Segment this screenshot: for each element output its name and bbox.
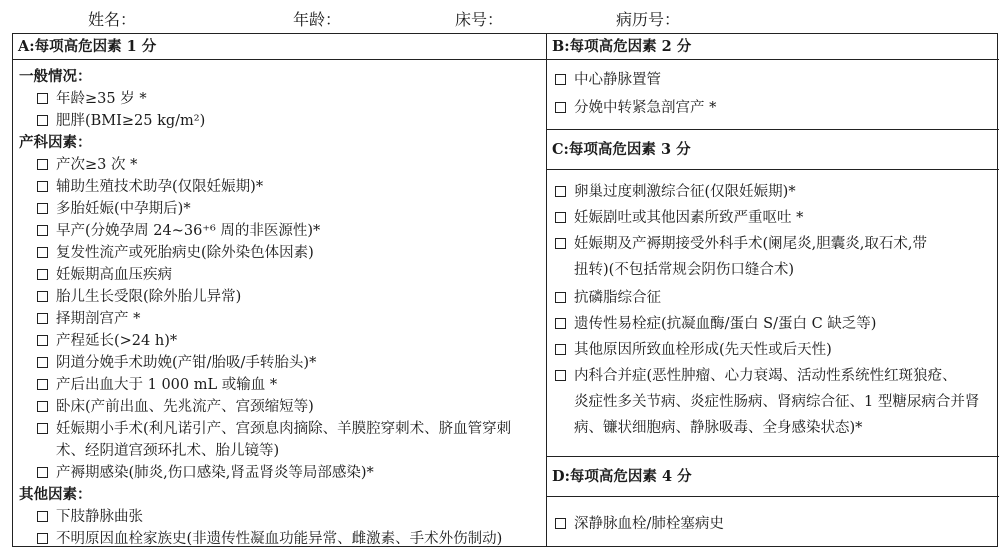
item-continuation: 术、经阴道宫颈环扎术、胎儿镜等): [56, 443, 280, 459]
checkbox-icon[interactable]: [555, 370, 566, 381]
checkbox-icon[interactable]: [37, 335, 48, 346]
age-label: 年龄：: [293, 10, 342, 29]
section-b-title: B:每项高危因素 2 分: [552, 38, 692, 55]
section-b-title-divider: [546, 59, 999, 60]
category-heading-general: 一般情况：: [19, 68, 92, 85]
checkbox-icon[interactable]: [555, 292, 566, 303]
checkbox-icon[interactable]: [37, 423, 48, 434]
checkbox-item[interactable]: 卵巢过度刺激综合征(仅限妊娠期)*: [555, 182, 796, 202]
medical-record-number-label: 病历号：: [616, 10, 681, 29]
checkbox-icon[interactable]: [555, 212, 566, 223]
checkbox-item[interactable]: 肥胖(BMI≥25 kg/m²): [37, 111, 205, 131]
checkbox-item[interactable]: 辅助生殖技术助孕(仅限妊娠期)*: [37, 177, 263, 197]
section-a-title-divider: [13, 59, 546, 60]
checkbox-item[interactable]: 遗传性易栓症(抗凝血酶/蛋白 S/蛋白 C 缺乏等): [555, 314, 876, 334]
section-d-title-divider: [546, 496, 999, 497]
checkbox-item[interactable]: 产程延长(>24 h)*: [37, 331, 177, 351]
checkbox-item[interactable]: 阴道分娩手术助娩(产钳/胎吸/手转胎头)*: [37, 353, 316, 373]
checkbox-item[interactable]: 妊娠期及产褥期接受外科手术(阑尾炎,胆囊炎,取石术,带: [555, 234, 927, 254]
item-continuation: 病、镰状细胞病、静脉吸毒、全身感染状态)*: [574, 420, 863, 436]
name-label: 姓名：: [88, 10, 137, 29]
checkbox-item[interactable]: 卧床(产前出血、先兆流产、宫颈缩短等): [37, 397, 314, 417]
item-continuation: 扭转)(不包括常规会阴伤口缝合术): [574, 262, 794, 278]
section-d-title: D:每项高危因素 4 分: [552, 468, 692, 485]
checkbox-item[interactable]: 复发性流产或死胎病史(除外染色体因素): [37, 243, 314, 263]
checkbox-item[interactable]: 不明原因血栓家族史(非遗传性凝血功能异常、雌激素、手术外伤制动): [37, 529, 502, 549]
section-d-list: [555, 512, 995, 542]
checkbox-icon[interactable]: [37, 225, 48, 236]
section-b-list: [555, 68, 995, 128]
checkbox-item[interactable]: 妊娠期高血压疾病: [37, 265, 172, 285]
checkbox-item[interactable]: 抗磷脂综合征: [555, 288, 661, 308]
section-a-title: A:每项高危因素 1 分: [18, 38, 157, 55]
checkbox-item[interactable]: 中心静脉置管: [555, 70, 661, 90]
checkbox-item[interactable]: 产后出血大于 1 000 mL 或输血 *: [37, 375, 277, 395]
checkbox-icon[interactable]: [37, 93, 48, 104]
checkbox-item[interactable]: 早产(分娩孕周 24~36⁺⁶ 周的非医源性)*: [37, 221, 320, 241]
section-a-list: [19, 65, 544, 545]
section-c-list: [555, 180, 995, 456]
checkbox-icon[interactable]: [555, 102, 566, 113]
checkbox-icon[interactable]: [37, 379, 48, 390]
category-heading-obstetric: 产科因素：: [19, 134, 92, 151]
checkbox-icon[interactable]: [555, 344, 566, 355]
checkbox-item[interactable]: 下肢静脉曲张: [37, 507, 143, 527]
checkbox-icon[interactable]: [555, 318, 566, 329]
checkbox-icon[interactable]: [555, 74, 566, 85]
checkbox-item[interactable]: 深静脉血栓/肺栓塞病史: [555, 514, 724, 534]
checkbox-item[interactable]: 产次≥3 次 *: [37, 155, 137, 175]
checkbox-item[interactable]: 产褥期感染(肺炎,伤口感染,肾盂肾炎等局部感染)*: [37, 463, 374, 483]
checkbox-icon[interactable]: [37, 467, 48, 478]
checkbox-item[interactable]: 分娩中转紧急剖宫产 *: [555, 98, 716, 118]
checkbox-icon[interactable]: [37, 313, 48, 324]
checkbox-item[interactable]: 年龄≥35 岁 *: [37, 89, 147, 109]
checkbox-item[interactable]: 内科合并症(恶性肿瘤、心力衰竭、活动性系统性红斑狼疮、: [555, 366, 957, 386]
checkbox-icon[interactable]: [37, 247, 48, 258]
checkbox-icon[interactable]: [555, 518, 566, 529]
column-divider: [546, 34, 547, 546]
checkbox-icon[interactable]: [37, 115, 48, 126]
bed-number-label: 床号：: [455, 10, 504, 29]
checkbox-item[interactable]: 多胎妊娠(中孕期后)*: [37, 199, 191, 219]
checkbox-icon[interactable]: [37, 511, 48, 522]
checkbox-icon[interactable]: [37, 357, 48, 368]
section-c-top-divider: [546, 129, 999, 130]
checkbox-item[interactable]: 胎儿生长受限(除外胎儿异常): [37, 287, 241, 307]
checkbox-icon[interactable]: [37, 533, 48, 544]
checkbox-icon[interactable]: [37, 269, 48, 280]
category-heading-other: 其他因素：: [19, 486, 92, 503]
checkbox-icon[interactable]: [555, 238, 566, 249]
checkbox-item[interactable]: 妊娠期小手术(利凡诺引产、宫颈息肉摘除、羊膜腔穿刺术、脐血管穿刺: [37, 419, 511, 439]
checkbox-icon[interactable]: [37, 401, 48, 412]
checkbox-item[interactable]: 妊娠剧吐或其他因素所致严重呕吐 *: [555, 208, 803, 228]
checkbox-icon[interactable]: [37, 159, 48, 170]
checkbox-icon[interactable]: [555, 186, 566, 197]
checkbox-icon[interactable]: [37, 181, 48, 192]
patient-info-header: [0, 4, 1000, 32]
section-c-title: C:每项高危因素 3 分: [552, 141, 691, 158]
checkbox-icon[interactable]: [37, 203, 48, 214]
risk-factor-table: [12, 33, 998, 547]
checkbox-icon[interactable]: [37, 291, 48, 302]
item-continuation: 炎症性多关节病、炎症性肠病、肾病综合征、1 型糖尿病合并肾: [574, 394, 980, 410]
section-c-title-divider: [546, 169, 999, 170]
checkbox-item[interactable]: 其他原因所致血栓形成(先天性或后天性): [555, 340, 832, 360]
checkbox-item[interactable]: 择期剖宫产 *: [37, 309, 140, 329]
section-d-top-divider: [546, 456, 999, 457]
